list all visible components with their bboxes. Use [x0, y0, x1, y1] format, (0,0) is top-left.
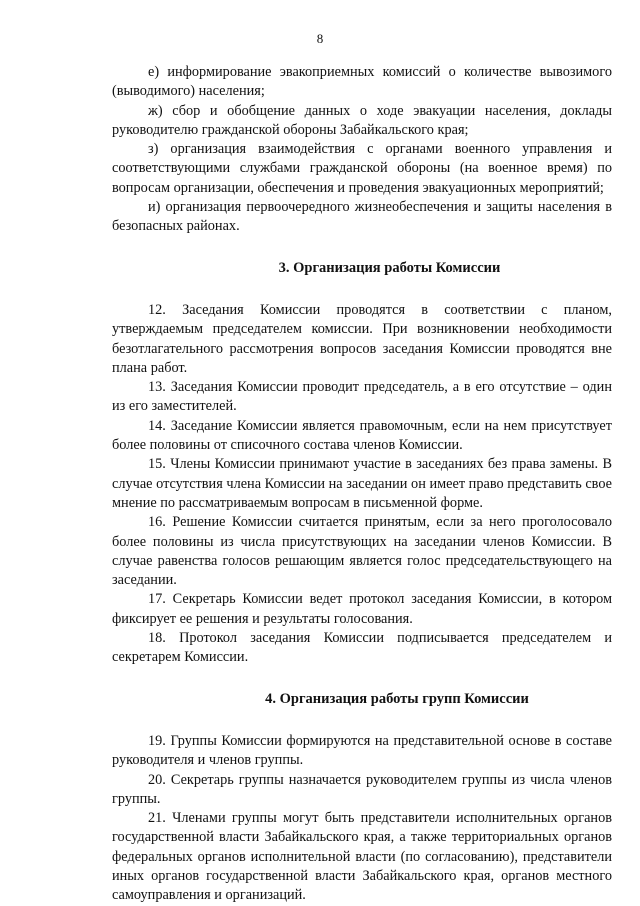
paragraph-12: 12. Заседания Комиссии проводятся в соответствии с планом, утверждаемым председателем комиссии. При возникновении необходимости безотлагательного рассмотрения вопросов заседания Комиссии проводятся вне плана работ.	[112, 301, 612, 376]
paragraph-19: 19. Группы Комиссии формируются на представительной основе в составе руководителя и членов группы.	[112, 732, 612, 769]
paragraph-15: 15. Члены Комиссии принимают участие в заседаниях без права замены. В случае отсутствия члена Комиссии на заседании он имеет право представить свое мнение по рассматриваемым вопросам в письменной форме.	[112, 456, 612, 511]
list-item-z: з) организация взаимодействия с органами военного управления и соответствующими службами гражданской обороны (на военное время) по вопросам организации, обеспечения и проведения эвакуационных мероприятий;	[112, 141, 612, 196]
section-3-heading: 3. Организация работы Комиссии	[278, 259, 501, 276]
list-item-zh: ж) сбор и обобщение данных о ходе эвакуации населения, доклады руководителю гражданской обороны Забайкальского края;	[112, 102, 612, 138]
paragraph-21: 21. Членами группы могут быть представители исполнительных органов государственной власти Забайкальского края, а также территориальных органов федеральных органов исполнительной власти (по согласованию), представители иных органов государственной власти Забайкальского края, органов местного самоуправления и организаций.	[112, 810, 612, 904]
paragraph-16: 16. Решение Комиссии считается принятым, если за него проголосовало более половины из числа присутствующих на заседании членов Комиссии. В случае равенства голосов решающим является голос председательствующего на заседании.	[112, 514, 612, 589]
paragraph-18: 18. Протокол заседания Комиссии подписывается председателем и секретарем Комиссии.	[112, 630, 612, 666]
list-item-i: и) организация первоочередного жизнеобеспечения и защиты населения в безопасных районах.	[112, 199, 612, 235]
page-number: 8	[316, 31, 324, 46]
page-content	[112, 63, 612, 906]
list-item-e: е) информирование эвакоприемных комиссий о количестве вывозимого (выводимого) населения;	[112, 64, 612, 100]
paragraph-14: 14. Заседание Комиссии является правомочным, если на нем присутствует более половины от списочного состава членов Комиссии.	[112, 417, 612, 454]
paragraph-20: 20. Секретарь группы назначается руководителем группы из числа членов группы.	[112, 771, 612, 807]
paragraph-13: 13. Заседания Комиссии проводит председатель, а в его отсутствие – один из его заместителей.	[112, 379, 612, 415]
paragraph-17: 17. Секретарь Комиссии ведет протокол заседания Комиссии, в котором фиксирует ее решения и результаты голосования.	[112, 591, 612, 627]
section-4-heading: 4. Организация работы групп Комиссии	[265, 690, 529, 707]
